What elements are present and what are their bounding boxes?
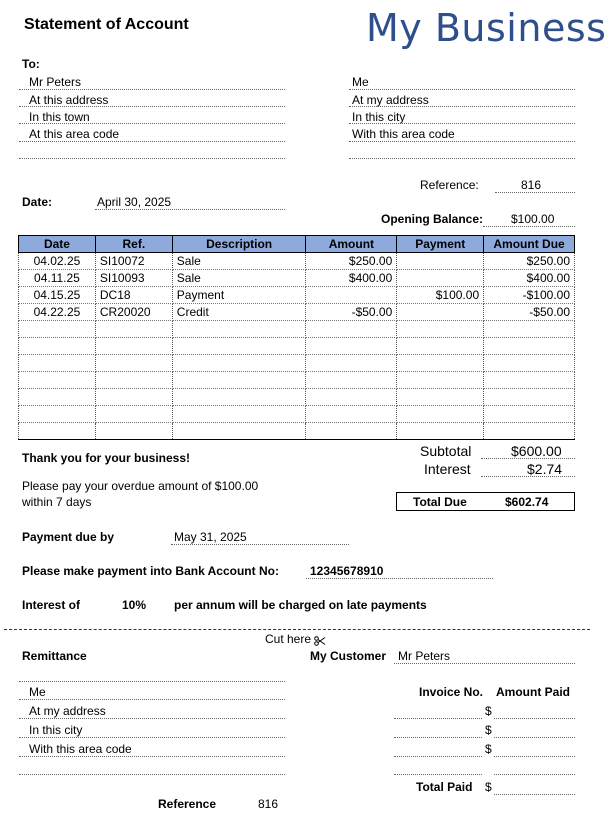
total-due-value: $602.74: [505, 495, 549, 509]
cell-ref: [95, 321, 172, 338]
interest-note-text: per annum will be charged on late payments: [174, 598, 427, 612]
opening-balance-label: Opening Balance:: [381, 212, 484, 226]
payment-due-label: Payment due by: [22, 530, 115, 544]
total-paid-label: Total Paid: [416, 780, 473, 794]
scissors-icon: [314, 635, 326, 645]
column-header-ref: Ref.: [95, 236, 172, 253]
cell-payment: $100.00: [397, 287, 484, 304]
reference-label: Reference:: [420, 178, 479, 192]
cell-description: [172, 423, 306, 440]
cell-ref: [95, 372, 172, 389]
customer-address-line: At this area code: [29, 127, 120, 141]
cell-amount-due: $400.00: [484, 270, 575, 287]
cell-amount-due: [484, 355, 575, 372]
cell-payment: [397, 338, 484, 355]
cell-amount-due: [484, 338, 575, 355]
table-row: [19, 355, 575, 372]
cell-payment: [397, 304, 484, 321]
cell-amount-due: [484, 372, 575, 389]
table-row: [19, 338, 575, 355]
statement-table: [18, 235, 575, 440]
remittance-address-line: With this area code: [29, 742, 132, 756]
remittance-address-line: At my address: [29, 704, 106, 718]
cell-description: [172, 338, 306, 355]
cell-date: [19, 389, 96, 406]
cell-amount: [306, 287, 397, 304]
cell-ref: SI10093: [95, 270, 172, 287]
cell-description: [172, 372, 306, 389]
table-header-row: [19, 236, 575, 253]
table-row: [19, 287, 575, 304]
to-label: To:: [22, 57, 40, 71]
interest-label: Interest: [424, 461, 471, 477]
business-address-line: With this area code: [352, 127, 455, 141]
column-header-description: Description: [172, 236, 306, 253]
cell-date: [19, 321, 96, 338]
table-row: [19, 389, 575, 406]
subtotal-label: Subtotal: [420, 443, 472, 459]
column-header-amount: Amount: [306, 236, 397, 253]
remittance-address-line: Me: [29, 685, 46, 699]
cell-amount: $250.00: [306, 253, 397, 270]
cell-ref: [95, 389, 172, 406]
cell-payment: [397, 253, 484, 270]
total-due-label: Total Due: [413, 495, 467, 509]
currency-symbol: $: [485, 723, 492, 737]
cell-amount: [306, 406, 397, 423]
date-value: April 30, 2025: [97, 195, 172, 209]
cell-payment: [397, 372, 484, 389]
cell-amount: [306, 321, 397, 338]
cell-date: [19, 406, 96, 423]
overdue-note-line: Please pay your overdue amount of $100.00: [22, 479, 259, 493]
cut-here-label: [265, 632, 326, 646]
table-row: [19, 270, 575, 287]
currency-symbol: $: [485, 742, 492, 756]
opening-balance-value: $100.00: [511, 212, 555, 226]
table-row: [19, 321, 575, 338]
cell-amount-due: -$50.00: [484, 304, 575, 321]
reference-value: 816: [521, 178, 542, 192]
cell-description: [172, 406, 306, 423]
interest-rate: 10%: [122, 598, 147, 612]
cell-description: Credit: [172, 304, 306, 321]
column-header-date: Date: [19, 236, 96, 253]
cell-description: Payment: [172, 287, 306, 304]
payment-due-value: May 31, 2025: [174, 530, 247, 544]
amount-paid-header: Amount Paid: [496, 685, 570, 699]
cell-amount: $400.00: [306, 270, 397, 287]
cut-here-text: Cut here: [265, 632, 312, 646]
remittance-reference-value: 816: [258, 797, 279, 811]
cell-description: [172, 389, 306, 406]
business-address-line: Me: [352, 75, 369, 89]
cell-payment: [397, 355, 484, 372]
cell-amount-due: [484, 389, 575, 406]
cell-ref: [95, 423, 172, 440]
table-row: [19, 423, 575, 440]
cell-payment: [397, 321, 484, 338]
invoice-no-header: Invoice No.: [419, 685, 484, 699]
table-row: [19, 406, 575, 423]
my-customer-label: My Customer: [310, 649, 387, 663]
cell-amount: [306, 355, 397, 372]
interest-value: $2.74: [527, 461, 563, 477]
interest-note-label: Interest of: [22, 598, 81, 612]
cell-amount-due: [484, 423, 575, 440]
cell-date: 04.22.25: [19, 304, 96, 321]
business-address-line: At my address: [352, 93, 429, 107]
cell-date: 04.02.25: [19, 253, 96, 270]
table-row: [19, 372, 575, 389]
cell-date: [19, 355, 96, 372]
thank-you-note: Thank you for your business!: [22, 451, 191, 465]
cell-amount: [306, 423, 397, 440]
column-header-payment: Payment: [397, 236, 484, 253]
cell-amount-due: [484, 321, 575, 338]
cell-amount: [306, 389, 397, 406]
remittance-title: Remittance: [22, 649, 87, 663]
subtotal-value: $600.00: [511, 443, 562, 459]
cell-description: Sale: [172, 253, 306, 270]
cell-ref: [95, 338, 172, 355]
currency-symbol: $: [485, 780, 492, 794]
currency-symbol: $: [485, 704, 492, 718]
cell-amount: [306, 338, 397, 355]
table-row: [19, 253, 575, 270]
column-header-amount-due: Amount Due: [484, 236, 575, 253]
cell-date: 04.11.25: [19, 270, 96, 287]
bank-account-label: Please make payment into Bank Account No:: [22, 564, 279, 578]
cell-ref: CR20020: [95, 304, 172, 321]
cell-payment: [397, 423, 484, 440]
customer-address-line: At this address: [29, 93, 109, 107]
remittance-address-line: In this city: [29, 723, 83, 737]
overdue-note-line: within 7 days: [22, 495, 92, 509]
cell-date: 04.15.25: [19, 287, 96, 304]
cell-ref: DC18: [95, 287, 172, 304]
remittance-reference-label: Reference: [158, 797, 217, 811]
customer-address-line: In this town: [29, 110, 90, 124]
date-label: Date:: [22, 195, 53, 209]
cell-ref: SI10072: [95, 253, 172, 270]
business-address-line: In this city: [352, 110, 406, 124]
cell-payment: [397, 270, 484, 287]
cell-date: [19, 372, 96, 389]
cell-description: Sale: [172, 270, 306, 287]
customer-address-line: Mr Peters: [29, 75, 82, 89]
table-row: [19, 304, 575, 321]
cell-amount-due: $250.00: [484, 253, 575, 270]
cell-description: [172, 355, 306, 372]
cell-amount-due: -$100.00: [484, 287, 575, 304]
my-customer-value: Mr Peters: [398, 649, 451, 663]
cell-ref: [95, 355, 172, 372]
cell-description: [172, 321, 306, 338]
cut-line: [4, 629, 590, 630]
cell-date: [19, 338, 96, 355]
cell-amount-due: [484, 406, 575, 423]
total-due-box: [396, 492, 575, 511]
cell-ref: [95, 406, 172, 423]
bank-account-value: 12345678910: [310, 564, 384, 578]
business-logo-text: My Business: [366, 6, 607, 50]
cell-amount: -$50.00: [306, 304, 397, 321]
cell-payment: [397, 389, 484, 406]
cell-date: [19, 423, 96, 440]
cell-amount: [306, 372, 397, 389]
cell-payment: [397, 406, 484, 423]
page-title: Statement of Account: [24, 16, 189, 33]
